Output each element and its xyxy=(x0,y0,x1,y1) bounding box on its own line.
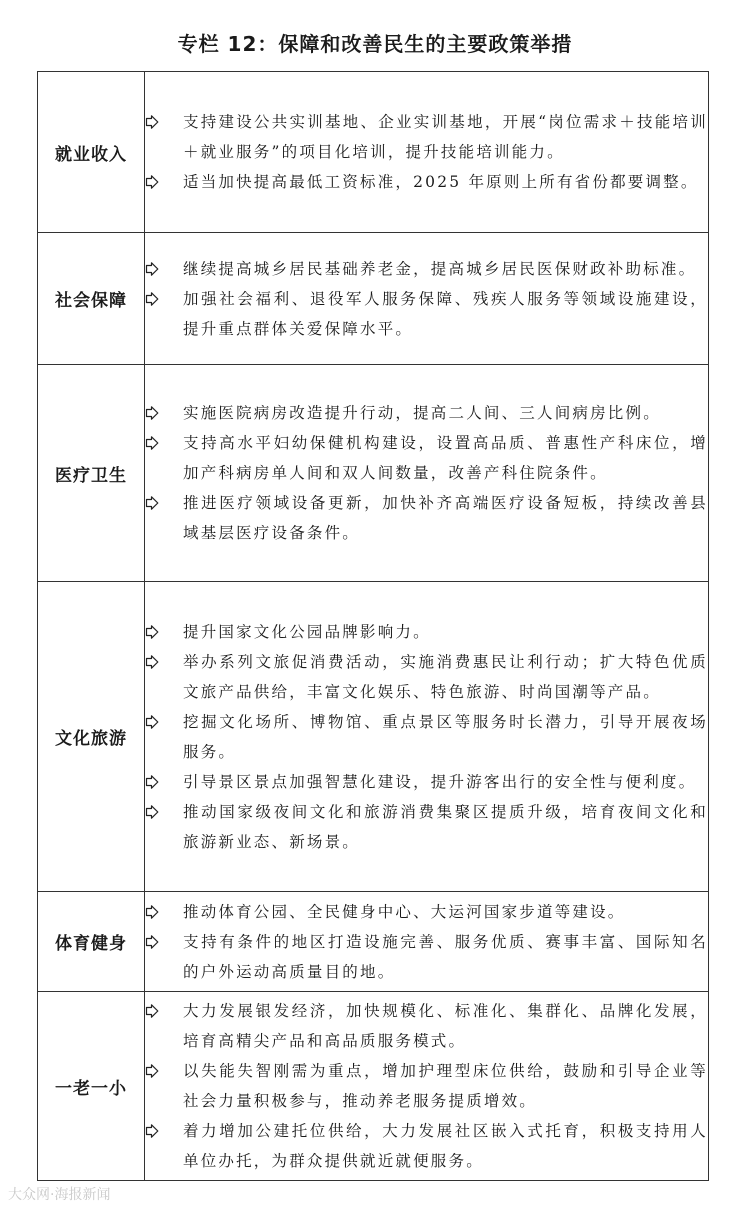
hollow-arrow-bullet-icon xyxy=(145,284,175,314)
measure-text: 挖掘文化场所、博物馆、重点景区等服务时长潜力，引导开展夜场服务。 xyxy=(183,712,708,761)
list-item xyxy=(145,428,708,488)
measure-text: 实施医院病房改造提升行动，提高二人间、三人间病房比例。 xyxy=(183,404,661,422)
list-item xyxy=(145,617,708,647)
measure-text: 着力增加公建托位供给，大力发展社区嵌入式托育，积极支持用人单位办托，为群众提供就近就便服务。 xyxy=(183,1122,708,1170)
hollow-arrow-bullet-icon xyxy=(145,897,175,927)
hollow-arrow-bullet-icon xyxy=(145,428,175,458)
measure-text: 支持高水平妇幼保健机构建设，设置高品质、普惠性产科床位，增加产科病房单人间和双人间数量，改善产科住院条件。 xyxy=(183,434,708,482)
measure-text: 推动国家级夜间文化和旅游消费集聚区提质升级，培育夜间文化和旅游新业态、新场景。 xyxy=(183,802,708,851)
list-item xyxy=(145,488,708,548)
table-row xyxy=(38,72,709,233)
hollow-arrow-bullet-icon xyxy=(145,767,175,797)
category-label: 一老一小 xyxy=(38,992,145,1181)
hollow-arrow-bullet-icon xyxy=(145,167,175,197)
table-row xyxy=(38,582,709,892)
list-item xyxy=(145,284,708,344)
hollow-arrow-bullet-icon xyxy=(145,927,175,957)
table-row xyxy=(38,892,709,992)
measures-cell xyxy=(145,72,709,233)
list-item xyxy=(145,647,708,707)
list-item xyxy=(145,254,708,284)
measures-cell xyxy=(145,582,709,892)
hollow-arrow-bullet-icon xyxy=(145,996,175,1026)
hollow-arrow-bullet-icon xyxy=(145,107,175,137)
measure-text: 推进医疗领域设备更新，加快补齐高端医疗设备短板，持续改善县域基层医疗设备条件。 xyxy=(183,494,708,542)
list-item xyxy=(145,107,708,167)
measures-cell xyxy=(145,892,709,992)
page-title: 专栏 12：保障和改善民生的主要政策举措 xyxy=(177,32,573,56)
list-item xyxy=(145,1116,708,1176)
list-item xyxy=(145,1056,708,1116)
hollow-arrow-bullet-icon xyxy=(145,398,175,428)
list-item xyxy=(145,167,708,197)
hollow-arrow-bullet-icon xyxy=(145,707,175,737)
category-label: 社会保障 xyxy=(38,233,145,365)
measure-text: 以失能失智刚需为重点，增加护理型床位供给，鼓励和引导企业等社会力量积极参与，推动养老服务提质增效。 xyxy=(183,1062,708,1110)
hollow-arrow-bullet-icon xyxy=(145,488,175,518)
category-label: 文化旅游 xyxy=(38,582,145,892)
measure-text: 支持建设公共实训基地、企业实训基地，开展“岗位需求＋技能培训＋就业服务”的项目化培训，提升技能培训能力。 xyxy=(183,113,708,161)
list-item xyxy=(145,927,708,987)
measure-text: 大力发展银发经济，加快规模化、标准化、集群化、品牌化发展，培育高精尖产品和高品质服务模式。 xyxy=(183,1002,708,1050)
measure-text: 继续提高城乡居民基础养老金，提高城乡居民医保财政补助标准。 xyxy=(183,259,697,278)
hollow-arrow-bullet-icon xyxy=(145,617,175,647)
measure-text: 引导景区景点加强智慧化建设，提升游客出行的安全性与便利度。 xyxy=(183,772,697,791)
list-item xyxy=(145,398,708,428)
measure-text: 提升国家文化公园品牌影响力。 xyxy=(183,622,431,641)
list-item xyxy=(145,996,708,1056)
table-row xyxy=(38,365,709,582)
category-label: 医疗卫生 xyxy=(38,365,145,582)
table-row xyxy=(38,992,709,1181)
measure-text: 适当加快提高最低工资标准，2025 年原则上所有省份都要调整。 xyxy=(183,173,699,191)
policy-table xyxy=(37,71,709,1181)
category-label: 就业收入 xyxy=(38,72,145,233)
measures-cell xyxy=(145,992,709,1181)
category-label: 体育健身 xyxy=(38,892,145,992)
measure-text: 支持有条件的地区打造设施完善、服务优质、赛事丰富、国际知名的户外运动高质量目的地。 xyxy=(183,932,708,981)
hollow-arrow-bullet-icon xyxy=(145,1116,175,1146)
list-item xyxy=(145,767,708,797)
hollow-arrow-bullet-icon xyxy=(145,254,175,284)
hollow-arrow-bullet-icon xyxy=(145,647,175,677)
measures-cell xyxy=(145,233,709,365)
list-item xyxy=(145,707,708,767)
measure-text: 举办系列文旅促消费活动，实施消费惠民让利行动；扩大特色优质文旅产品供给，丰富文化娱乐、特色旅游、时尚国潮等产品。 xyxy=(183,652,708,701)
watermark-logo: 大众网·海报新闻 xyxy=(8,1187,111,1203)
hollow-arrow-bullet-icon xyxy=(145,1056,175,1086)
measure-text: 推动体育公园、全民健身中心、大运河国家步道等建设。 xyxy=(183,902,626,921)
measure-text: 加强社会福利、退役军人服务保障、残疾人服务等领域设施建设，提升重点群体关爱保障水平。 xyxy=(183,289,708,338)
list-item xyxy=(145,897,708,927)
table-row xyxy=(38,233,709,365)
measures-cell xyxy=(145,365,709,582)
hollow-arrow-bullet-icon xyxy=(145,797,175,827)
list-item xyxy=(145,797,708,857)
